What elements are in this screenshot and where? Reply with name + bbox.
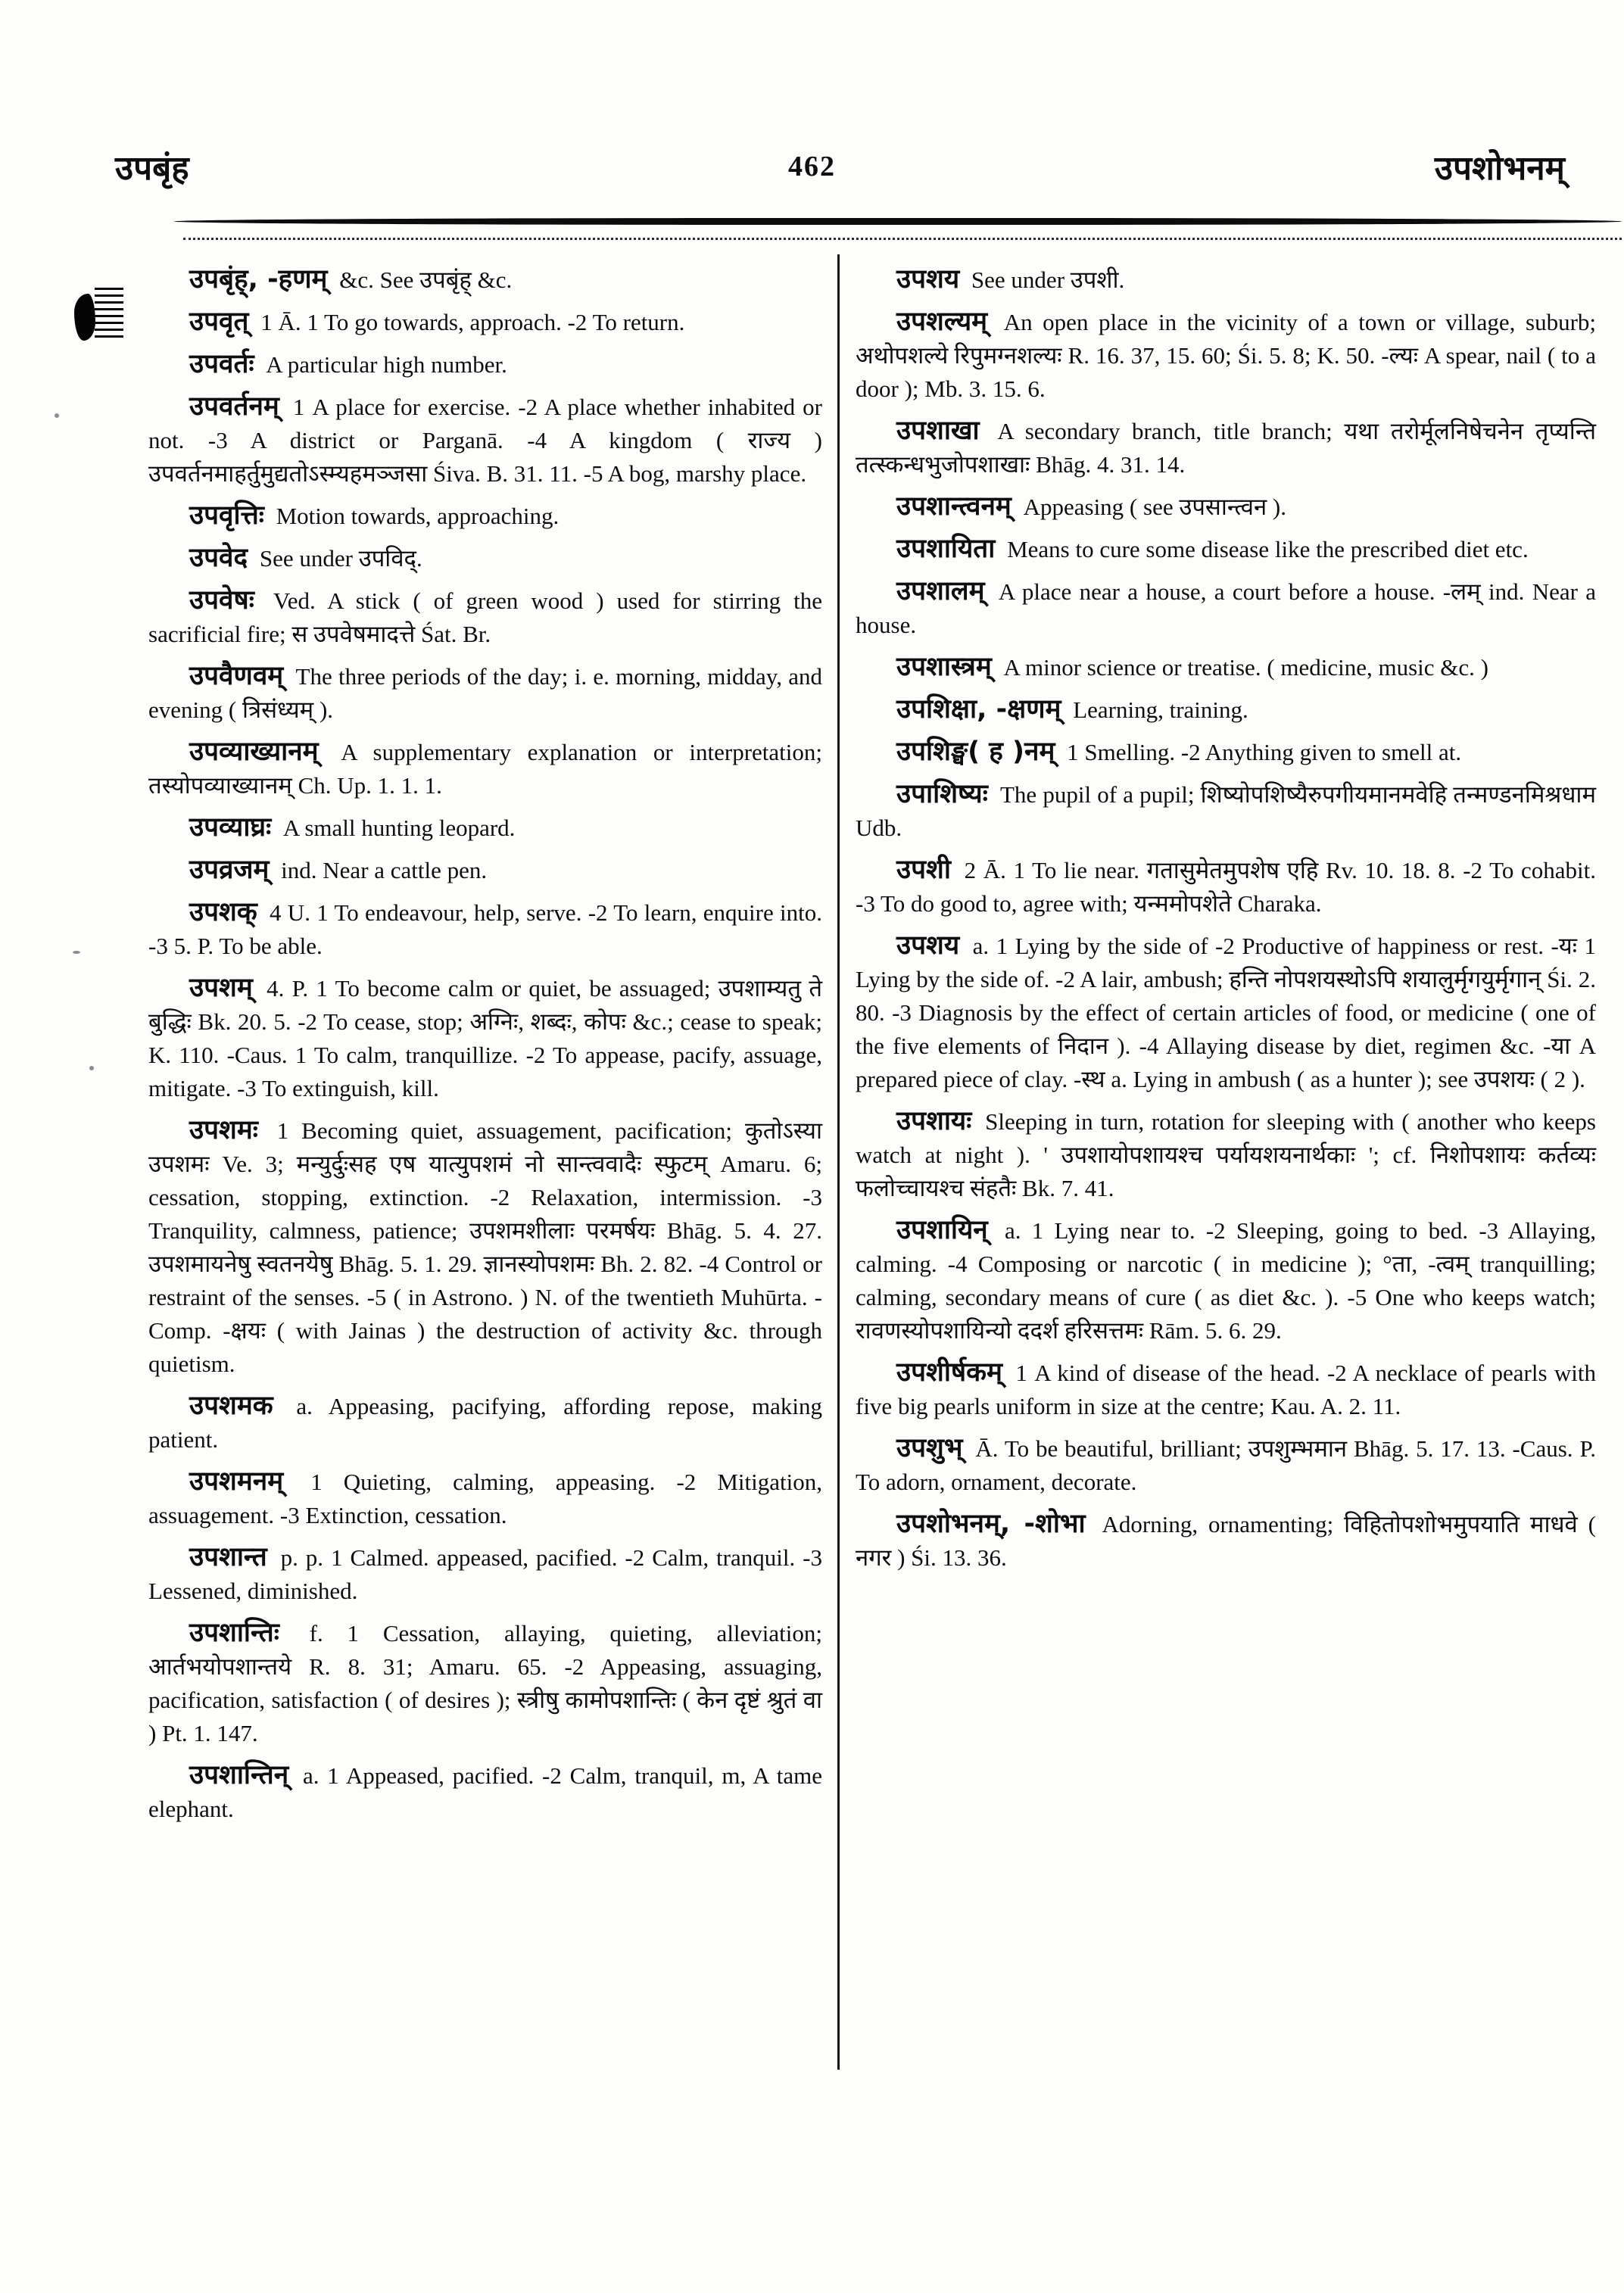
entry-headword: उपवृत्तिः: [189, 500, 264, 531]
page-number: 462: [788, 151, 836, 182]
dictionary-entry: [148, 727, 822, 802]
entry-body: Appeasing ( see उपसान्त्वन ).: [1023, 494, 1286, 520]
header-rule-thick: [174, 218, 1622, 225]
dictionary-entry: [856, 297, 1596, 406]
entry-headword: उपशमक: [189, 1391, 273, 1421]
entry-body: Adorning, ornamenting; विहितोपशोभमुपयाति माधवे ( नगर ) Śi. 13. 36.: [856, 1511, 1596, 1571]
dictionary-entry: [148, 845, 822, 887]
dictionary-entry: [148, 297, 822, 339]
entry-headword: उपशमनम्: [189, 1466, 284, 1497]
dictionary-entry: [148, 1608, 822, 1750]
entry-headword: उपशय: [896, 264, 960, 294]
column-divider-rule: [837, 254, 840, 2070]
entry-headword: उपाशिष्यः: [896, 779, 988, 809]
entry-headword: उपशक्: [189, 897, 257, 927]
entry-headword: उपशम्: [189, 973, 253, 1003]
entry-headword: उपवर्तः: [189, 349, 254, 379]
entry-headword: उपशिङ्घ( ह )नम्: [896, 737, 1055, 767]
entry-body: a. 1 Lying by the side of -2 Productive of happiness or rest. -यः 1 Lying by the side of. -2 A lair, ambush; हन्ति नोपशयस्थोऽपि शयालुर्मृगयुर्मृगान् Śi. 2. 80. -3 Diagnosis by the effect of certain articles of food, or medicine ( one of the five elements of निदान ). -4 Allaying disease by diet, regimen &c. -या A prepared piece of clay. -स्थ a. Lying in ambush ( as a hunter ); see उपशयः ( 2 ).: [856, 933, 1596, 1092]
dictionary-entry: [856, 845, 1596, 921]
entry-body: 4 U. 1 To endeavour, help, serve. -2 To learn, enquire into. -3 5. P. To be able.: [148, 899, 823, 959]
entry-body: p. p. 1 Calmed. appeased, pacified. -2 Calm, tranquil. -3 Lessened, diminished.: [148, 1544, 823, 1604]
scan-speck: [73, 951, 80, 954]
entry-headword: उपशास्त्रम्: [896, 652, 992, 682]
entry-body: The three periods of the day; i. e. morning, midday, and evening ( त्रिसंध्यम् ).: [148, 663, 822, 723]
entry-headword: उपशय: [896, 930, 960, 961]
dictionary-entry: [148, 533, 822, 575]
entry-headword: उपशुभ्: [896, 1433, 963, 1463]
dictionary-entry: [856, 406, 1596, 481]
entry-headword: उपशी: [896, 855, 951, 885]
dictionary-entry: [856, 1499, 1596, 1575]
dictionary-entry: [148, 963, 822, 1105]
entry-headword: उपशायिन्: [896, 1215, 988, 1245]
entry-body: A small hunting leopard.: [282, 815, 516, 841]
entry-headword: उपवर्तनम्: [189, 391, 279, 422]
entry-headword: उपव्याघ्रः: [189, 812, 272, 843]
entry-body: An open place in the vicinity of a town or village, suburb; अथोपशल्ये रिपुमग्नशल्यः R. 16. 37, 15. 60; Śi. 5. 8; K. 50. -ल्यः A spear, nail ( to a door ); Mb. 3. 15. 6.: [856, 309, 1597, 402]
ink-blot-shape: [74, 294, 95, 341]
dictionary-entry: [856, 1096, 1596, 1205]
entry-body: 1 Becoming quiet, assuagement, pacification; कुतोऽस्या उपशमः Ve. 3; मन्युर्दुःसह एष यात्युपशमं नो सान्त्ववादैः स्फुटम् Amaru. 6; cessation, stopping, extinction. -2 Relaxation, intermission. -3 Tranquility, calmness, patience; उपशमशीलाः परमर्षयः Bhāg. 5. 4. 27. उपशमायनेषु स्वतनयेषु Bhāg. 5. 1. 29. ज्ञानस्योपशमः Bh. 2. 82. -4 Control or restraint of the senses. -5 ( in Astrono. ) N. of the twentieth Muhūrta. -Comp. -क्षयः ( with Jainas ) the destruction of activity &c. through quietism.: [148, 1117, 822, 1377]
entry-body: 1 A place for exercise. -2 A place whether inhabited or not. -3 A district or Parganā. -4 A kingdom ( राज्य ) उपवर्तनमाहर्तुमुद्यतोऽस्म्यहमञ्जसा Śiva. B. 31. 11. -5 A bog, marshy place.: [148, 394, 823, 487]
dictionary-entry: [148, 1750, 822, 1826]
entry-body: Ved. A stick ( of green wood ) used for stirring the sacrificial fire; स उपवेषमादत्ते Śat. Br.: [148, 587, 822, 647]
entry-body: A particular high number.: [266, 351, 507, 378]
right-column: [856, 254, 1596, 1575]
entry-headword: उपशान्तिः: [189, 1618, 279, 1648]
dictionary-entry: [856, 254, 1596, 297]
dictionary-entry: [148, 339, 822, 382]
dictionary-entry: [148, 887, 822, 963]
dictionary-entry: [148, 254, 822, 297]
entry-headword: उपशान्त्वनम्: [896, 491, 1011, 522]
entry-headword: उपशमः: [189, 1115, 258, 1145]
entry-body: 1 Ā. 1 To go towards, approach. -2 To return.: [260, 309, 685, 335]
entry-body: a. 1 Lying near to. -2 Sleeping, going to bed. -3 Allaying, calming. -4 Composing or narcotic ( in medicine ); °ता, -त्वम् tranquilling; calming, secondary means of cure ( as diet &c. ). -5 One who keeps watch; रावणस्योपशायिन्यो ददर्श हरिसत्तमः Rām. 5. 6. 29.: [856, 1217, 1596, 1344]
dictionary-entry: [856, 727, 1596, 769]
entry-body: Motion towards, approaching.: [276, 503, 560, 529]
dictionary-entry: [856, 921, 1596, 1096]
dictionary-entry: [856, 1205, 1596, 1347]
dictionary-entry: [856, 684, 1596, 727]
entry-headword: उपवैणवम्: [189, 661, 284, 691]
dictionary-entry: [148, 651, 822, 727]
entry-headword: उपशायिता: [896, 534, 996, 564]
entry-body: Sleeping in turn, rotation for sleeping with ( another who keeps watch at night ). ' उपशायोपशायश्च पर्यायशयनार्थकाः '; cf. निशोपशायः कर्तव्यः फलोच्चायश्च संहतैः Bk. 7. 41.: [856, 1108, 1596, 1201]
entry-headword: उपशान्त: [189, 1542, 267, 1572]
dictionary-entry: [856, 1347, 1596, 1423]
entry-headword: उपशीर्षकम्: [896, 1357, 1002, 1388]
entry-headword: उपवेषः: [189, 585, 254, 615]
entry-body: f. 1 Cessation, allaying, quieting, alleviation; आर्तभयोपशान्तये R. 8. 31; Amaru. 65. -2 Appeasing, assuaging, pacification, satisfaction ( of desires ); स्त्रीषु कामोपशान्तिः ( केन दृष्टं श्रुतं वा ) Pt. 1. 147.: [148, 1620, 823, 1746]
dictionary-entry: [856, 481, 1596, 524]
entry-headword: उपशान्तिन्: [189, 1760, 289, 1790]
left-column: [148, 254, 822, 1826]
dictionary-entry: [856, 642, 1596, 684]
entry-headword: उपशोभनम्, -शोभा: [896, 1509, 1086, 1539]
entry-body: A minor science or treatise. ( medicine, music &c. ): [1003, 654, 1488, 681]
dictionary-entry: [148, 1532, 822, 1608]
dictionary-entry: [148, 802, 822, 845]
entry-body: A place near a house, a court before a house. -लम् ind. Near a house.: [856, 578, 1596, 638]
entry-body: 2 Ā. 1 To lie near. गतासुमेतमुपशेष एहि Rv. 10. 18. 8. -2 To cohabit. -3 To do good to, agree with; यन्ममोपशेते Charaka.: [856, 857, 1597, 917]
entry-headword: उपशिक्षा, -क्षणम्: [896, 694, 1061, 724]
entry-body: A supplementary explanation or interpretation; तस्योपव्याख्यानम् Ch. Up. 1. 1. 1.: [148, 739, 822, 799]
entry-body: See under उपशी.: [971, 266, 1125, 293]
dictionary-entry: [856, 1423, 1596, 1499]
scan-speck: [55, 413, 59, 418]
entry-headword: उपवेद: [189, 543, 248, 573]
entry-headword: उपशालम्: [896, 576, 985, 606]
entry-headword: उपव्रजम्: [189, 855, 270, 885]
entry-body: Ā. To be beautiful, brilliant; उपशुम्भमान Bhāg. 5. 17. 13. -Caus. P. To adorn, ornament, decorate.: [856, 1435, 1597, 1495]
entry-body: &c. See उपबृंह् &c.: [339, 266, 513, 293]
entry-body: See under उपविद्.: [259, 545, 422, 572]
entry-headword: उपशल्यम्: [896, 307, 988, 337]
entry-headword: उपशायः: [896, 1106, 972, 1136]
header-guideword-right: उपशोभनम्: [1434, 149, 1565, 188]
dictionary-entry: [148, 1456, 822, 1532]
entry-body: ind. Near a cattle pen.: [281, 857, 488, 883]
scan-speck: [89, 1066, 94, 1070]
entry-body: Learning, training.: [1073, 696, 1248, 723]
entry-body: 1 A kind of disease of the head. -2 A necklace of pearls with five big pearls uniform in size at the centre; Kau. A. 2. 11.: [856, 1360, 1597, 1419]
dictionary-entry: [148, 575, 822, 651]
entry-body: a. Appeasing, pacifying, affording repose, making patient.: [148, 1393, 823, 1453]
dictionary-entry: [148, 1105, 822, 1381]
dictionary-entry: [856, 566, 1596, 642]
dictionary-entry: [148, 491, 822, 533]
entry-body: A secondary branch, title branch; यथा तरोर्मूलनिषेचनेन तृप्यन्ति तत्स्कन्धभुजोपशाखाः Bhāg. 4. 31. 14.: [856, 418, 1597, 478]
entry-headword: उपशाखा: [896, 416, 980, 446]
entry-headword: उपवृत्: [189, 307, 249, 337]
entry-body: Means to cure some disease like the prescribed diet etc.: [1007, 536, 1529, 562]
margin-ink-blot-mark: [74, 288, 124, 347]
header-guideword-left: उपबृंह: [115, 149, 189, 188]
ink-blot-stripes: [95, 288, 123, 342]
dictionary-entry: [856, 524, 1596, 566]
entry-body: a. 1 Appeased, pacified. -2 Calm, tranquil, m, A tame elephant.: [148, 1762, 823, 1822]
entry-body: 1 Smelling. -2 Anything given to smell at.: [1067, 739, 1462, 765]
dictionary-entry: [148, 382, 822, 491]
entry-body: The pupil of a pupil; शिष्योपशिष्यैरुपगीयमानमवेहि तन्मण्डनमिश्रधाम Udb.: [856, 781, 1596, 841]
entry-body: 4. P. 1 To become calm or quiet, be assuaged; उपशाम्यतु ते बुद्धिः Bk. 20. 5. -2 To cease, stop; अग्निः, शब्दः, कोपः &c.; cease to speak; K. 110. -Caus. 1 To calm, tranquillize. -2 To appease, pacify, assuage, mitigate. -3 To extinguish, kill.: [148, 975, 822, 1101]
entry-body: 1 Quieting, calming, appeasing. -2 Mitigation, assuagement. -3 Extinction, cessation.: [148, 1469, 822, 1528]
dictionary-entry: [856, 769, 1596, 845]
entry-headword: उपबृंह्, -हणम्: [189, 264, 328, 294]
entry-headword: उपव्याख्यानम्: [189, 737, 319, 767]
dictionary-entry: [148, 1381, 822, 1456]
header-rule-dotted: [183, 238, 1622, 240]
